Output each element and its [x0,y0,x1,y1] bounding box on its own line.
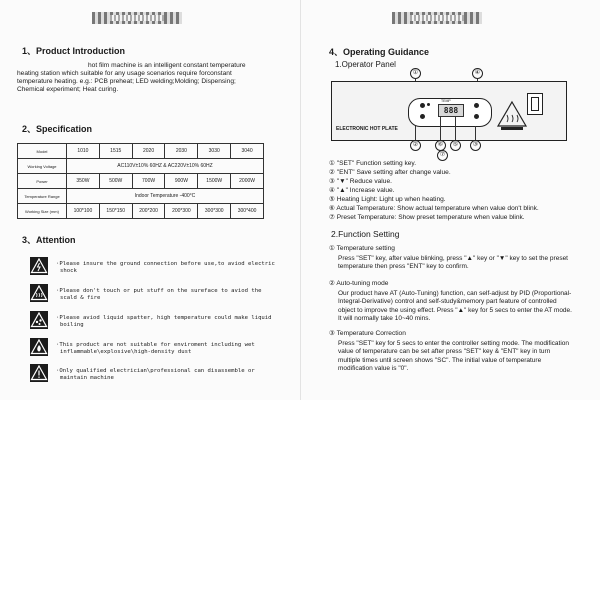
row-header: Temperature Range [18,189,67,204]
panel-label: ELECTRONIC HOT PLATE [336,126,398,132]
callout-leader [415,126,416,140]
table-cell: 2030 [165,144,198,159]
table-cell: 200*200 [132,204,165,219]
row-header: Working Size (mm) [18,204,67,219]
hot-surface-warning-icon [30,284,48,302]
callout-leader [455,117,456,140]
intro-text-line: heating station which suitable for any usage scenarios require forconstant [17,70,232,77]
table-row [18,144,264,159]
intro-text-line: Chemical experiment; Heat curing. [17,86,119,93]
flammable-warning-icon [30,338,48,356]
spec-heading: 2、Specification [22,124,93,134]
table-cell: 1500W [198,174,231,189]
table-cell: 3030 [198,144,231,159]
attention-text: ·Please insure the ground connection before use,to aviod electric [56,261,275,267]
table-cell: Indoor Temperature -400°C [67,189,264,204]
attention-heading: 3、Attention [22,235,76,245]
electric-shock-warning-icon [30,257,48,275]
callout-leader [475,126,476,140]
operator-panel-title: 1.Operator Panel [335,60,396,69]
attention-text: ·Please don't touch or put stuff on the sureface to aviod the [56,288,262,294]
function-title: ① Temperature setting [329,245,395,252]
general-warning-icon [30,364,48,382]
legend-item: ④ "▲" Increase value. [329,187,395,194]
page-header-decoration [92,12,182,24]
intro-text-line: temperature heating. e.g.: PCB preheat; LED welding;Molding; Dispensing; [17,78,236,85]
row-header: Model [18,144,67,159]
table-row [18,204,264,219]
legend-item: ② "ENT" Save setting after change value. [329,169,451,176]
table-cell: 900W [165,174,198,189]
table-cell: 3040 [231,144,264,159]
function-body: Press "SET" key, after value blinking, press "▲" key or "▼" key to set the preset temperature then press "ENT" key to confirm. [338,255,568,271]
attention-text: scald & fire [60,295,101,301]
table-cell: 1010 [67,144,100,159]
intro-heading: 1、Product Introduction [22,46,125,56]
function-body: Press "SET" key for 5 secs to enter the controller setting mode. The modification value of temperature can be set after press "SET" key & "ENT" key in turn multiple times until screen shows "SC". The initial value of temperature modification value is "0". [338,340,570,372]
attention-text: shock [60,268,77,274]
legend-item: ③ "▼" Reduce value. [329,178,392,185]
attention-text: inflammable\explosive\high-density dust [60,349,192,355]
liquid-splash-warning-icon [30,311,48,329]
hot-surface-warning-icon [495,100,529,130]
table-cell: 2000W [231,174,264,189]
operating-guidance-heading: 4、Operating Guidance [329,47,430,57]
intro-text-line: hot film machine is an intelligent constant temperature [88,62,246,69]
attention-text: maintain machine [60,375,114,381]
table-row [18,174,264,189]
attention-text: ·This product are not suitable for enviroment including wet [56,342,255,348]
function-title: ③ Temperature Correction [329,330,406,337]
function-body: Our product have AT (Auto-Tuning) function, can self-adjust by PID (Proportional-Integral-Derivative) control and self-study&memory part feature of controlled object to improve the using effect. Press "▲" key for 5 secs to enter the AT mode. It will normally take 10~40 mins. [338,290,572,322]
table-cell: 350W [67,174,100,189]
legend-item: ⑤ Heating Light: Light up when heating. [329,196,446,203]
set-key[interactable] [420,103,425,108]
table-cell: 100*100 [67,204,100,219]
table-cell: 500W [99,174,132,189]
table-cell: 300*400 [231,204,264,219]
legend-item: ⑥ Actual Temperature: Show actual temperature when value don't blink. [329,205,539,212]
legend-item: ⑦ Preset Temperature: Show preset temperature when value blink. [329,214,525,221]
callout-4: ④ [472,68,483,79]
table-row [18,159,264,174]
table-cell: 1515 [99,144,132,159]
reduce-key[interactable] [474,114,479,119]
table-cell: AC110V±10% 60HZ & AC220V±10% 60HZ [67,159,264,174]
temperature-readout: 888 [438,104,464,117]
table-cell: 300*300 [198,204,231,219]
ent-key[interactable] [420,114,425,119]
row-header: Working Voltage [18,159,67,174]
callout-6: ⑥ [435,140,446,151]
function-setting-heading: 2.Function Setting [331,229,400,239]
increase-key[interactable] [474,103,479,108]
attention-text: ·Only qualified electrician\professional can disassemble or [56,368,255,374]
callout-5: ⑤ [450,140,461,151]
attention-text: ·Please aviod liquid spatter, high temperature could make liquid [56,315,272,321]
function-title: ② Auto-tuning mode [329,280,389,287]
table-row [18,189,264,204]
page-header-decoration [392,12,482,24]
legend-item: ① "SET" Function setting key. [329,160,417,167]
callout-3: ③ [470,140,481,151]
table-cell: 200*300 [165,204,198,219]
spec-table [17,143,264,219]
table-cell: 2020 [132,144,165,159]
heating-light [427,103,430,106]
attention-text: boiling [60,322,84,328]
callout-2: ② [410,140,421,151]
callout-1: ① [410,68,421,79]
table-cell: 700W [132,174,165,189]
row-header: Power [18,174,67,189]
callout-7: ⑦ [437,150,448,161]
display-caption: TEMP [441,99,451,103]
power-switch[interactable] [527,93,543,115]
callout-leader [440,117,441,140]
table-cell: 150*150 [99,204,132,219]
